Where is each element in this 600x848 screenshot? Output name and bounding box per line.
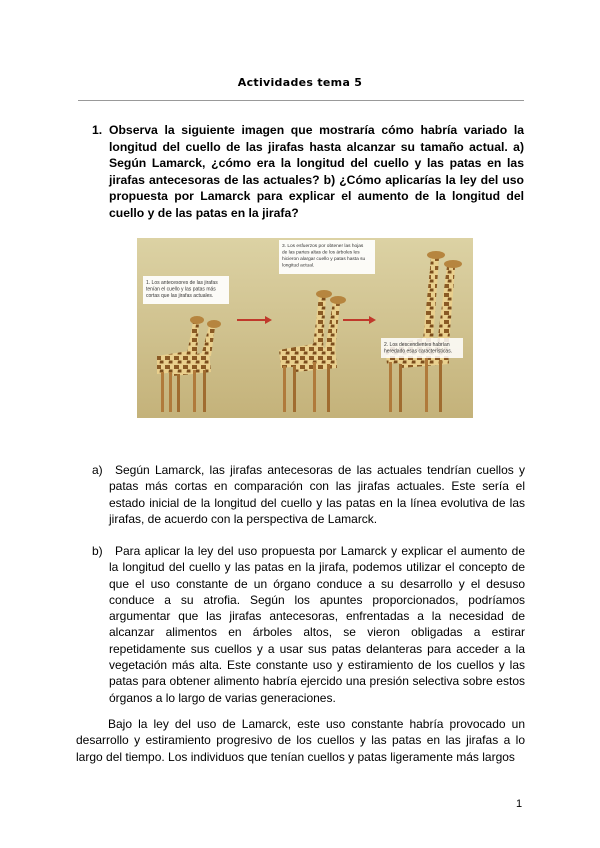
question-1 xyxy=(92,122,524,222)
document-title: Actividades tema 5 xyxy=(237,76,363,89)
caption-3-line-2: heredado esas características. xyxy=(384,348,453,355)
caption-3-line-1: 2. Los descendientes habrían xyxy=(384,342,450,348)
header-divider xyxy=(78,100,524,101)
caption-2-line-4: longitud actual. xyxy=(282,263,315,269)
answer-a-label: a) xyxy=(92,463,103,477)
caption-box-2 xyxy=(279,240,375,274)
question-number: 1. xyxy=(92,123,103,137)
caption-1-line-2: tenían el cuello y las patas más xyxy=(146,286,216,293)
svg-text:2. Los descendientes habrían xyxy=(384,342,452,355)
answer-a xyxy=(92,462,525,527)
answer-b xyxy=(92,543,525,706)
answer-b-label: b) xyxy=(92,544,103,558)
caption-box-1 xyxy=(143,276,229,304)
giraffe-evolution-figure xyxy=(137,238,473,418)
caption-1-line-3: cortas que las jirafas actuales. xyxy=(146,293,214,299)
page-number: 1 xyxy=(516,798,523,810)
answer-b-text: Para aplicar la ley del uso propuesta por Lamarck y explicar el aumento de la longitud del cuello y las patas en la jirafa, podemos utilizar el concepto de que el uso constante de un órgano conduce a su desarrollo y el desuso conduce a su atrofia. Según los apuntes proporcionados, podríamos argumentar que las jirafas antecesoras, enfrentadas a la necesidad de alcanzar alimentos en árboles altos, se vieron obligadas a estirar repetidamente sus cuellos y a usar sus patas delanteras para acceder a la vegetación más alta. Este constante uso y estiramiento de los cuellos y las patas para obtener alimento habría ejercido una presión selectiva sobre estos órganos a lo largo de varias generaciones. xyxy=(109,544,525,705)
question-text: Observa la siguiente imagen que mostraría cómo habría variado la longitud del cuello de las jirafas hasta alcanzar su tamaño actual. a) Según Lamarck, ¿cómo era la longitud del cuello y las patas en las jirafas antecesoras de las actuales? b) ¿Cómo aplicarías la ley del uso propuesta por Lamarck para explicar el aumento de la longitud del cuello y de las patas en la jirafa? xyxy=(109,123,524,220)
caption-2-line-1: 3. Los esfuerzos por obtener las hojas xyxy=(282,244,364,249)
caption-2-line-2: de las partes altas de los árboles les xyxy=(282,250,360,256)
answer-a-text: Según Lamarck, las jirafas antecesoras de las actuales tendrían cuellos y patas más cortas en comparación con las jirafas actuales. Este sería el estado inicial de la longitud del cuello y las patas en la línea evolutiva de las jirafas, de acuerdo con la perspectiva de Lamarck. xyxy=(109,463,525,526)
body-paragraph: Bajo la ley del uso de Lamarck, este uso constante habría provocado un desarrollo y estiramiento progresivo de los cuellos y las patas en las jirafas a lo largo del tiempo. Los individuos que tenían cuellos y patas ligeramente más largos xyxy=(76,717,525,764)
caption-1-line-1: 1. Los antecesores de las jirafas xyxy=(146,280,218,286)
caption-box-3 xyxy=(381,338,463,358)
svg-text:1. Los antecesores de las jira xyxy=(146,280,219,299)
caption-2-line-3: hicieron alargar cuello y patas hasta su xyxy=(282,257,366,262)
